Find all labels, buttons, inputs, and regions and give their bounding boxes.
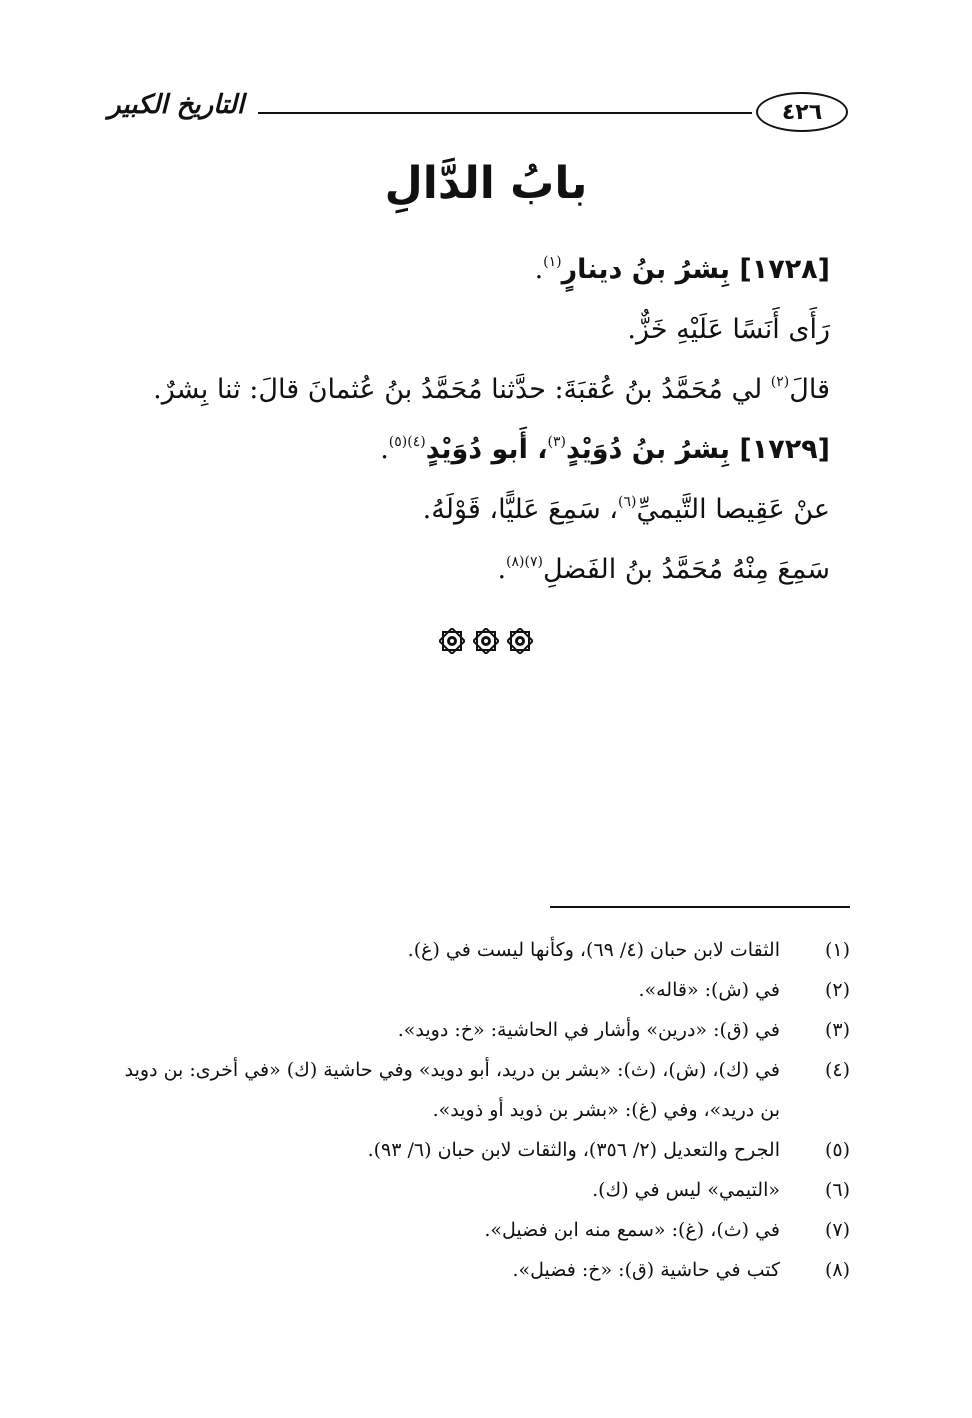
footnote-ref[interactable]: (٧)(٨) — [506, 554, 543, 570]
footnote-text: كتب في حاشية (ق): «خ: فضيل». — [512, 1259, 780, 1281]
footnote-text: «التيمي» ليس في (ك). — [592, 1179, 780, 1201]
running-title: التاريخ الكبير — [108, 90, 245, 120]
entry-1728-line3 — [130, 360, 830, 420]
footnote-separator — [550, 906, 850, 908]
page-header — [108, 88, 848, 138]
rosette-ornament-icon — [473, 628, 499, 654]
entry-kunya: ، أَبو دُوَيْدٍ — [425, 434, 548, 465]
footnote-item — [110, 1170, 850, 1210]
punctuation: . — [380, 434, 389, 465]
footnote-text: في (ق): «درين» وأشار في الحاشية: «خ: دويد». — [397, 1019, 780, 1041]
entry-1728-head — [130, 240, 830, 300]
section-ornament — [0, 628, 972, 654]
text-span: لي مُحَمَّدُ بنُ عُقبَةَ: حدَّثنا مُحَمَّدُ بنُ عُثمانَ قالَ: ثنا بِشرٌ. — [153, 374, 771, 405]
footnote-text: في (ث)، (غ): «سمع منه ابن فضيل». — [484, 1219, 780, 1241]
entry-heading: [١٧٢٨] بِشرُ بنُ دينارٍ — [561, 254, 830, 285]
footnote-number: (٦) — [824, 1179, 850, 1201]
footnote-text: في (ك)، (ش)، (ث): «بشر بن دريد، أبو دويد» وفي حاشية (ك) «في أخرى: بن دويد بن دريد»، وفي (غ): «بشر بن ذويد أو ذويد». — [124, 1059, 780, 1121]
footnote-ref[interactable]: (١) — [543, 254, 562, 270]
footnote-text: في (ش): «قاله». — [638, 979, 780, 1001]
rosette-ornament-icon — [439, 628, 465, 654]
footnote-number: (٢) — [824, 979, 850, 1001]
footnote-item — [110, 1130, 850, 1170]
footnote-number: (٤) — [824, 1059, 850, 1081]
rosette-ornament-icon — [507, 628, 533, 654]
punctuation: . — [534, 254, 544, 285]
footnote-ref[interactable]: (٢) — [770, 374, 790, 390]
text-span: عنْ عَقِيصا التَّيميِّ — [636, 494, 830, 525]
text-span: قالَ — [789, 374, 830, 405]
page-number: ٤٢٦ — [756, 92, 848, 132]
footnote-text: الجرح والتعديل (٢/ ٣٥٦)، والثقات لابن حبان (٦/ ٩٣). — [367, 1139, 780, 1161]
footnote-text: الثقات لابن حبان (٤/ ٦٩)، وكأنها ليست في (غ). — [407, 939, 780, 961]
footnote-item — [110, 930, 850, 970]
punctuation: . — [497, 554, 507, 585]
footnote-item — [110, 1250, 850, 1290]
main-text — [130, 240, 830, 600]
footnote-number: (٣) — [824, 1019, 850, 1041]
chapter-title: بابُ الدَّالِ — [384, 158, 588, 209]
entry-1729-head — [130, 420, 830, 480]
text-span: ، سَمِعَ عَليًّا، قَوْلَهُ. — [422, 494, 618, 525]
footnote-number: (٧) — [824, 1219, 850, 1241]
header-rule — [258, 112, 752, 114]
entry-1729-line2 — [130, 480, 830, 540]
footnotes — [110, 930, 850, 1290]
entry-heading: [١٧٢٩] بِشرُ بنُ دُوَيْدٍ — [565, 434, 830, 465]
text-span: سَمِعَ مِنْهُ مُحَمَّدُ بنُ الفَضلِ — [542, 554, 830, 585]
footnote-item — [110, 1050, 850, 1130]
footnote-item — [110, 970, 850, 1010]
footnote-number: (٨) — [824, 1259, 850, 1281]
footnote-ref[interactable]: (٦) — [618, 494, 637, 510]
footnote-item — [110, 1010, 850, 1050]
entry-1728-line2: رَأَى أَنَسًا عَلَيْهِ خَزٌّ. — [627, 314, 830, 345]
footnote-ref[interactable]: (٤)(٥) — [388, 434, 426, 450]
entry-1729-line3 — [130, 540, 830, 600]
footnote-number: (١) — [824, 939, 850, 961]
footnote-ref[interactable]: (٣) — [547, 434, 566, 450]
footnote-item — [110, 1210, 850, 1250]
footnote-number: (٥) — [824, 1139, 850, 1161]
